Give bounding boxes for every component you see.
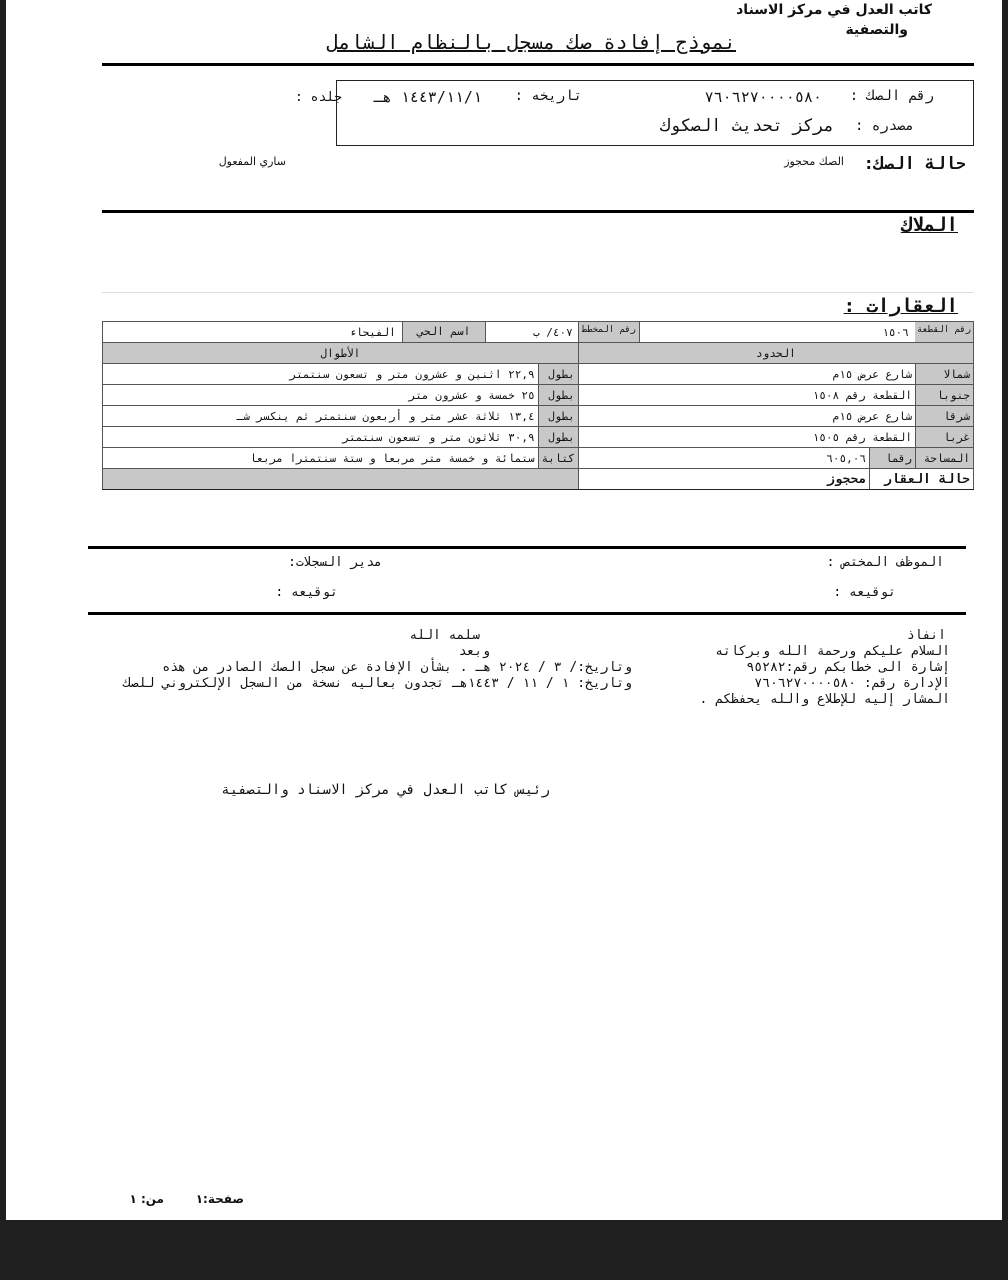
plot-number-label: رقم القطعة xyxy=(915,322,973,342)
owners-bottom-line xyxy=(102,292,974,293)
deed-number: ٧٦٠٦٢٧٠٠٠٠٥٨٠ xyxy=(704,88,822,106)
boundary-west: القطعة رقم ١٥٠٥ xyxy=(578,427,915,448)
area-label: المساحة xyxy=(916,448,974,469)
document-page xyxy=(6,0,1002,1220)
deed-date-label: تاريخه : xyxy=(514,88,582,104)
officials-bottom-divider xyxy=(88,612,966,615)
boundaries-header: الحدود xyxy=(578,343,973,364)
letter-salutation: سلمه الله xyxy=(409,628,480,643)
property-status-label: حالة العقار xyxy=(870,469,974,490)
letter-greeting: السلام عليكم ورحمة الله وبركاته xyxy=(715,644,950,659)
lengths-header: الأطوال xyxy=(103,343,579,364)
letter-closing: المشار إليه للإطلاع والله يحفظكم . xyxy=(699,692,950,707)
deed-status-note: ساري المفعول xyxy=(218,155,286,168)
plan-number: ٤٠٧/ ب xyxy=(533,325,573,339)
letter-recipient: انفاذ xyxy=(906,628,946,643)
records-manager-label: مدير السجلات: xyxy=(288,555,382,570)
deed-volume-label: جلده : xyxy=(295,90,342,105)
length-label: بطول xyxy=(538,406,578,427)
properties-heading: العقارات : xyxy=(843,295,958,317)
deed-source-label: مصدره : xyxy=(854,118,914,134)
area-text: ستمائة و خمسة متر مربعا و ستة سنتمترا مربعا xyxy=(103,448,539,469)
table-row xyxy=(103,448,974,469)
table-row xyxy=(103,406,974,427)
officials-top-divider xyxy=(88,546,966,549)
length-west: ٣٠,٩ ثلاثون متر و تسعون سنتمتر xyxy=(103,427,539,448)
deed-date: ١٤٤٣/١١/١ هـ xyxy=(373,88,482,106)
table-row xyxy=(103,364,974,385)
deed-status-value: الصك محجوز xyxy=(784,155,844,168)
length-label: بطول xyxy=(538,427,578,448)
table-row xyxy=(103,385,974,406)
org-line-2: والتصفية xyxy=(845,22,908,38)
boundary-north: شارع عرض ١٥م xyxy=(578,364,915,385)
letter-reference-detail: وتاريخ:/ ٣ / ٢٠٢٤ هـ . بشأن الإفادة عن سجل الصك الصادر من هذه xyxy=(162,660,632,675)
header-divider xyxy=(102,63,974,66)
owners-divider xyxy=(102,210,974,213)
page-total: من: ١ xyxy=(129,1192,164,1206)
property-status: محجوز xyxy=(578,469,869,490)
boundary-south: القطعة رقم ١٥٠٨ xyxy=(578,385,915,406)
letter-wabaad: وبعد xyxy=(458,644,490,659)
length-label: بطول xyxy=(538,364,578,385)
direction-south: جنوبا xyxy=(916,385,974,406)
direction-east: شرقا xyxy=(916,406,974,427)
direction-north: شمالا xyxy=(916,364,974,385)
area-text-label: كتابة xyxy=(538,448,578,469)
records-signature-label: توقيعه : xyxy=(275,585,338,600)
plot-number: ١٥٠٦ xyxy=(882,325,909,339)
length-east: ١٣,٤ ثلاثة عشر متر و أربعون سنتمتر ثم ينكسر شـ xyxy=(103,406,539,427)
letter-admin-number: الإدارة رقم: ٧٦٠٦٢٧٠٠٠٠٥٨٠ xyxy=(754,676,950,691)
page-number: صفحة:١ xyxy=(195,1192,244,1206)
district-label: اسم الحي xyxy=(402,322,486,342)
signature-title: رئيس كاتب العدل في مركز الاسناد والتصفية xyxy=(221,782,550,798)
deed-status-label: حالة الصك: xyxy=(863,154,966,174)
plan-number-label: رقم المخطط xyxy=(579,322,640,342)
letter-admin-detail: وتاريخ: ١ / ١١ / ١٤٤٣هـ تجدون بعاليه نسخة من السجل الإلكتروني للصك xyxy=(123,676,632,691)
deed-number-label: رقم الصك : xyxy=(849,88,934,104)
properties-table xyxy=(102,321,974,490)
owners-heading: الملاك xyxy=(900,214,958,236)
length-north: ٢٢,٩ اثنين و عشرون متر و تسعون سنتمتر xyxy=(103,364,539,385)
table-row xyxy=(103,469,974,490)
district-name: الفيحاء xyxy=(349,325,396,339)
document-title: نموذج إفادة صك مسجل بالنظام الشامل xyxy=(326,30,736,54)
boundary-east: شارع عرض ١٥م xyxy=(578,406,915,427)
length-south: ٢٥ خمسة و عشرون متر xyxy=(103,385,539,406)
deed-source: مركز تحديث الصكوك xyxy=(660,116,834,136)
employee-label: الموظف المختص : xyxy=(826,555,944,570)
table-row xyxy=(103,427,974,448)
table-row xyxy=(103,343,974,364)
area-number: ٦٠٥,٠٦ xyxy=(578,448,869,469)
table-row xyxy=(103,322,974,343)
org-line-1: كاتب العدل في مركز الاسناد xyxy=(736,2,932,18)
area-number-label: رقما xyxy=(870,448,916,469)
length-label: بطول xyxy=(538,385,578,406)
employee-signature-label: توقيعه : xyxy=(833,585,896,600)
letter-reference: إشارة الى خطابكم رقم:٩٥٢٨٢ xyxy=(746,660,950,675)
direction-west: غربا xyxy=(916,427,974,448)
